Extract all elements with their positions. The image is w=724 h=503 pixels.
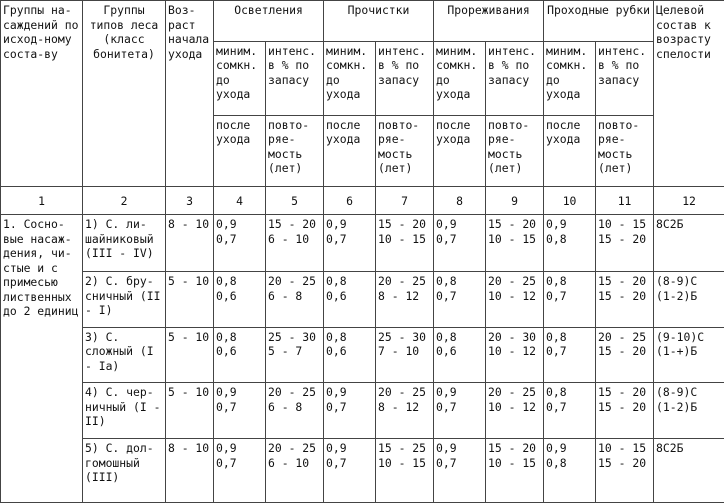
closure-cell <box>324 439 376 503</box>
closure-cell-value: 0,7 <box>436 455 457 470</box>
closure-cell-value: 0,7 <box>546 288 567 303</box>
header-start-age: Воз-раст начала ухода <box>166 1 214 187</box>
closure-cell <box>214 215 266 272</box>
closure-cell <box>214 383 266 439</box>
intensity-cell-value: 10 - 15 <box>598 217 647 232</box>
header-intensity: интенс. в % по запасу <box>266 41 324 115</box>
closure-cell <box>434 439 486 503</box>
closure-cell <box>324 272 376 327</box>
closure-cell <box>434 272 486 327</box>
header-target-composition: Целевой состав к возрасту спелости <box>654 1 724 187</box>
closure-cell-value: 0,8 <box>436 329 457 344</box>
table-body <box>1 215 724 503</box>
target-composition-cell-value: (8-9)С <box>656 274 698 289</box>
intensity-cell-value: 10 - 15 <box>378 455 427 470</box>
closure-cell <box>214 439 266 503</box>
header-min-closure: миним. сомкн. до ухода <box>544 41 596 115</box>
intensity-cell-value: 20 - 25 <box>488 274 537 289</box>
closure-cell-value: 0,9 <box>326 385 347 400</box>
header-repeat-interval: повто-ряе-мость (лет) <box>376 115 434 187</box>
header-group-by-composition: Группы на-саждений по исход-ному соста-ву <box>1 1 83 187</box>
closure-cell-value: 0,9 <box>326 217 347 232</box>
closure-cell-value: 0,7 <box>216 399 237 414</box>
header-after-care: после ухода <box>544 115 596 187</box>
intensity-cell <box>486 272 544 327</box>
intensity-cell-value: 15 - 20 <box>598 399 647 414</box>
target-composition-cell-value: 8С2Б <box>656 217 684 232</box>
closure-cell-value: 0,8 <box>216 329 237 344</box>
closure-cell-value: 0,7 <box>326 399 347 414</box>
intensity-cell-value: 15 - 20 <box>488 441 537 456</box>
intensity-cell-value: 8 - 12 <box>378 288 420 303</box>
table-row <box>1 272 724 327</box>
closure-cell-value: 0,8 <box>326 274 347 289</box>
header-osvetleniya: Осветления <box>214 1 324 42</box>
start-age-cell: 5 - 10 <box>166 327 214 382</box>
header-intensity: интенс. в % по запасу <box>596 41 654 115</box>
intensity-cell-value: 20 - 25 <box>488 385 537 400</box>
closure-cell <box>544 272 596 327</box>
group-label: 1. Сосно-вые насаж-дения, чи-стые и с примесью лиственных до 2 единиц <box>1 215 83 503</box>
intensity-cell-value: 15 - 20 <box>598 385 647 400</box>
closure-cell <box>324 383 376 439</box>
intensity-cell <box>486 327 544 382</box>
intensity-cell-value: 8 - 12 <box>378 399 420 414</box>
target-composition-cell <box>654 272 724 327</box>
intensity-cell-value: 10 - 15 <box>488 231 537 246</box>
header-after-care: после ухода <box>434 115 486 187</box>
header-repeat-interval: повто-ряе-мость (лет) <box>486 115 544 187</box>
closure-cell <box>324 327 376 382</box>
intensity-cell <box>376 383 434 439</box>
intensity-cell <box>266 383 324 439</box>
intensity-cell-value: 7 - 10 <box>378 344 420 359</box>
header-min-closure: миним. сомкн. до ухода <box>324 41 376 115</box>
target-composition-cell-value: 8С2Б <box>656 441 684 456</box>
start-age-cell: 5 - 10 <box>166 383 214 439</box>
intensity-cell <box>376 215 434 272</box>
intensity-cell-value: 10 - 12 <box>488 288 537 303</box>
column-number: 1 <box>1 187 83 215</box>
forest-type-cell: 1) С. ли-шайниковый (III - IV) <box>83 215 166 272</box>
intensity-cell-value: 15 - 20 <box>598 231 647 246</box>
intensity-cell-value: 5 - 7 <box>268 344 303 359</box>
intensity-cell-value: 15 - 20 <box>378 217 427 232</box>
intensity-cell-value: 10 - 12 <box>488 344 537 359</box>
header-min-closure: миним. сомкн. до ухода <box>434 41 486 115</box>
start-age-cell: 8 - 10 <box>166 215 214 272</box>
column-number-row <box>1 187 724 215</box>
intensity-cell <box>486 215 544 272</box>
intensity-cell-value: 25 - 30 <box>268 329 317 344</box>
target-composition-cell <box>654 439 724 503</box>
header-after-care: после ухода <box>324 115 376 187</box>
intensity-cell-value: 15 - 20 <box>598 344 647 359</box>
intensity-cell-value: 25 - 30 <box>378 329 427 344</box>
closure-cell-value: 0,9 <box>436 441 457 456</box>
column-number: 4 <box>214 187 266 215</box>
closure-cell-value: 0,9 <box>546 441 567 456</box>
target-composition-cell <box>654 215 724 272</box>
closure-cell-value: 0,7 <box>436 231 457 246</box>
closure-cell-value: 0,6 <box>326 344 347 359</box>
closure-cell-value: 0,6 <box>436 344 457 359</box>
intensity-cell-value: 6 - 8 <box>268 399 303 414</box>
target-composition-cell-value: (1-2)Б <box>656 399 698 414</box>
header-repeat-interval: повто-ряе-мость (лет) <box>596 115 654 187</box>
column-number: 9 <box>486 187 544 215</box>
closure-cell-value: 0,9 <box>216 217 237 232</box>
forest-type-cell: 2) С. бру-сничный (II - I) <box>83 272 166 327</box>
intensity-cell <box>376 272 434 327</box>
forest-type-cell: 3) С. сложный (I - Ia) <box>83 327 166 382</box>
closure-cell-value: 0,8 <box>546 274 567 289</box>
closure-cell-value: 0,9 <box>216 385 237 400</box>
closure-cell <box>434 327 486 382</box>
header-prochistki: Прочистки <box>324 1 434 42</box>
intensity-cell-value: 10 - 15 <box>378 231 427 246</box>
intensity-cell-value: 15 - 20 <box>598 274 647 289</box>
closure-cell <box>544 215 596 272</box>
closure-cell <box>214 272 266 327</box>
closure-cell-value: 0,9 <box>546 217 567 232</box>
intensity-cell <box>266 439 324 503</box>
column-number: 5 <box>266 187 324 215</box>
closure-cell <box>434 215 486 272</box>
column-number: 8 <box>434 187 486 215</box>
intensity-cell-value: 15 - 20 <box>268 217 317 232</box>
header-prokhodnye-rubki: Проходные рубки <box>544 1 654 42</box>
intensity-cell-value: 20 - 25 <box>378 274 427 289</box>
header-forest-type-groups: Группы типов леса (класс бонитета) <box>83 1 166 187</box>
intensity-cell-value: 15 - 25 <box>378 441 427 456</box>
intensity-cell <box>266 215 324 272</box>
table-row <box>1 215 724 272</box>
closure-cell <box>214 327 266 382</box>
closure-cell-value: 0,7 <box>436 288 457 303</box>
intensity-cell-value: 20 - 25 <box>268 385 317 400</box>
closure-cell <box>434 383 486 439</box>
closure-cell-value: 0,7 <box>546 344 567 359</box>
header-min-closure: миним. сомкн. до ухода <box>214 41 266 115</box>
start-age-cell: 8 - 10 <box>166 439 214 503</box>
closure-cell-value: 0,8 <box>546 385 567 400</box>
closure-cell-value: 0,8 <box>436 274 457 289</box>
header-intensity: интенс. в % по запасу <box>376 41 434 115</box>
header-repeat-interval: повто-ряе-мость (лет) <box>266 115 324 187</box>
intensity-cell-value: 10 - 15 <box>488 455 537 470</box>
intensity-cell <box>376 327 434 382</box>
intensity-cell <box>596 383 654 439</box>
closure-cell-value: 0,7 <box>216 455 237 470</box>
closure-cell-value: 0,7 <box>326 455 347 470</box>
closure-cell-value: 0,9 <box>436 385 457 400</box>
header-prorezhivaniya: Прореживания <box>434 1 544 42</box>
intensity-cell-value: 10 - 12 <box>488 399 537 414</box>
closure-cell-value: 0,6 <box>216 344 237 359</box>
closure-cell <box>544 327 596 382</box>
intensity-cell-value: 10 - 15 <box>598 441 647 456</box>
closure-cell-value: 0,7 <box>216 231 237 246</box>
intensity-cell-value: 20 - 25 <box>598 329 647 344</box>
closure-cell-value: 0,9 <box>216 441 237 456</box>
start-age-cell: 5 - 10 <box>166 272 214 327</box>
closure-cell-value: 0,9 <box>436 217 457 232</box>
column-number: 3 <box>166 187 214 215</box>
column-number: 7 <box>376 187 434 215</box>
intensity-cell-value: 20 - 25 <box>268 274 317 289</box>
intensity-cell-value: 15 - 20 <box>598 288 647 303</box>
column-number: 2 <box>83 187 166 215</box>
table-row <box>1 383 724 439</box>
table-row <box>1 327 724 382</box>
column-number: 6 <box>324 187 376 215</box>
closure-cell-value: 0,7 <box>436 399 457 414</box>
target-composition-cell <box>654 327 724 382</box>
intensity-cell <box>486 439 544 503</box>
intensity-cell <box>266 272 324 327</box>
closure-cell-value: 0,8 <box>326 329 347 344</box>
target-composition-cell-value: (1-2)Б <box>656 288 698 303</box>
closure-cell <box>544 439 596 503</box>
closure-cell <box>544 383 596 439</box>
intensity-cell-value: 6 - 10 <box>268 231 310 246</box>
intensity-cell-value: 20 - 30 <box>488 329 537 344</box>
column-number: 12 <box>654 187 724 215</box>
closure-cell-value: 0,9 <box>326 441 347 456</box>
header-after-care: после ухода <box>214 115 266 187</box>
target-composition-cell-value: (9-10)С <box>656 329 705 344</box>
closure-cell-value: 0,7 <box>546 399 567 414</box>
intensity-cell <box>596 327 654 382</box>
closure-cell-value: 0,6 <box>216 288 237 303</box>
forest-type-cell: 5) С. дол-гомошный (III) <box>83 439 166 503</box>
closure-cell-value: 0,7 <box>326 231 347 246</box>
intensity-cell-value: 20 - 25 <box>378 385 427 400</box>
target-composition-cell <box>654 383 724 439</box>
target-composition-cell-value: (8-9)С <box>656 385 698 400</box>
table-row <box>1 439 724 503</box>
intensity-cell <box>486 383 544 439</box>
intensity-cell <box>596 272 654 327</box>
intensity-cell <box>596 439 654 503</box>
closure-cell <box>324 215 376 272</box>
intensity-cell <box>376 439 434 503</box>
intensity-cell-value: 20 - 25 <box>268 441 317 456</box>
intensity-cell-value: 15 - 20 <box>598 455 647 470</box>
column-number: 10 <box>544 187 596 215</box>
intensity-cell <box>266 327 324 382</box>
closure-cell-value: 0,8 <box>216 274 237 289</box>
header-intensity: интенс. в % по запасу <box>486 41 544 115</box>
intensity-cell-value: 6 - 8 <box>268 288 303 303</box>
closure-cell-value: 0,8 <box>546 455 567 470</box>
closure-cell-value: 0,8 <box>546 329 567 344</box>
intensity-cell-value: 15 - 20 <box>488 217 537 232</box>
intensity-cell-value: 6 - 10 <box>268 455 310 470</box>
forest-type-cell: 4) С. чер-ничный (I - II) <box>83 383 166 439</box>
closure-cell-value: 0,6 <box>326 288 347 303</box>
target-composition-cell-value: (1-+)Б <box>656 344 698 359</box>
closure-cell-value: 0,8 <box>546 231 567 246</box>
column-number: 11 <box>596 187 654 215</box>
intensity-cell <box>596 215 654 272</box>
